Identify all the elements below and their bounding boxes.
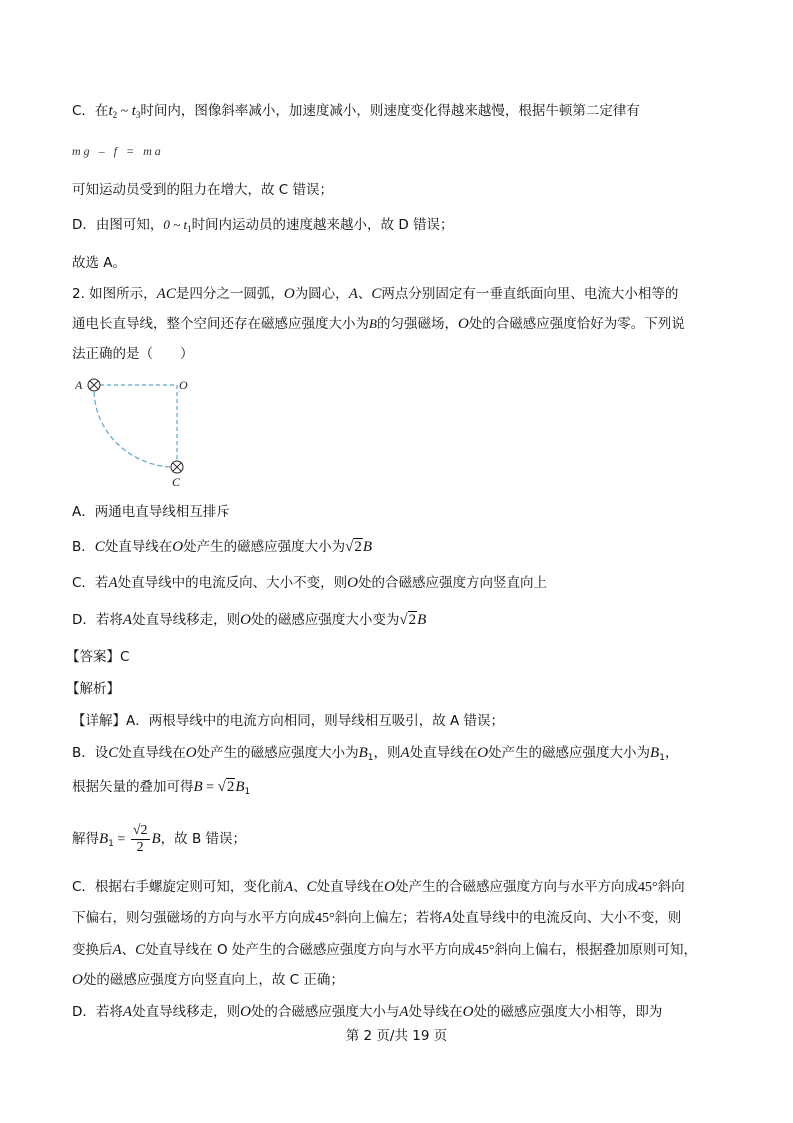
question-line: 通电长直导线，整个空间还存在磁感应强度大小为B的匀强磁场，O处的合磁感应强度恰好为零。下列说 xyxy=(72,316,685,332)
fraction: $\frac{√2}{2}$ xyxy=(132,822,148,855)
text-line: C．在$t_2$ ~ $t_3$时间内，图像斜率减小，加速度减小，则速度变化得越来越慢，根据牛顿第二定律有 xyxy=(72,103,640,120)
wire-C-into-page-icon xyxy=(171,461,183,473)
analysis-label: 【解析】 xyxy=(66,681,120,697)
explanation-line: 下偏右，则匀强磁场的方向与水平方向成45°斜向上偏左；若将A处直导线中的电流反向、大小不变，则 xyxy=(72,910,682,926)
equation-line: mg – f = ma xyxy=(72,144,164,158)
answer-label: 【答案】C xyxy=(66,649,130,665)
option-D: D．若将A处直导线移走，则O处的磁感应强度大小变为√2B xyxy=(72,612,427,628)
explanation-line: 变换后A、C处直导线在 O 处产生的合磁感应强度方向与水平方向成45°斜向上偏右，根据叠加原则可知， xyxy=(72,942,698,958)
question-line: 2. 如图所示，AC是四分之一圆弧，O为圆心，A、C两点分别固定有一垂直纸面向里、电流大小相等的 xyxy=(72,286,679,302)
explanation-line: C．根据右手螺旋定则可知，变化前A、C处直导线在O处产生的合磁感应强度方向与水平方向成45°斜向 xyxy=(72,879,685,895)
explanation-line: 【详解】A．两根导线中的电流方向相同，则导线相互吸引，故 A 错误； xyxy=(72,713,505,729)
arc-AC xyxy=(94,392,170,467)
explanation-line: B．设C处直导线在O处产生的磁感应强度大小为$B_1$，则A处直导线在O处产生的磁感应强度大小为$B_1$， xyxy=(72,745,679,763)
page-footer: 第 2 页/共 19 页 xyxy=(345,1028,448,1044)
label-C: C xyxy=(172,475,181,489)
option-A: A．两通电直导线相互排斥 xyxy=(72,504,230,520)
explanation-line: D．若将A处直导线移走，则O处的合磁感应强度大小与A处导线在O处的磁感应强度大小相等，即为 xyxy=(72,1004,663,1020)
option-B: B．C处直导线在O处产生的磁感应强度大小为√2B xyxy=(72,539,373,555)
wire-A-into-page-icon xyxy=(88,379,100,391)
question-line: 法正确的是（ ） xyxy=(72,346,194,362)
option-C: C．若A处直导线中的电流反向、大小不变，则O处的合磁感应强度方向竖直向上 xyxy=(72,575,547,591)
explanation-line: O处的磁感应强度方向竖直向上，故 C 正确； xyxy=(72,972,344,988)
text-line: 故选 A。 xyxy=(72,255,127,271)
explanation-line: 根据矢量的叠加可得$B = √2B_1$ xyxy=(72,779,251,797)
text-line: D．由图可知，0 ~ $t_1$时间内运动员的速度越来越小，故 D 错误； xyxy=(72,217,454,234)
text-line: 可知运动员受到的阻力在增大，故 C 错误； xyxy=(72,182,334,198)
label-A: A xyxy=(75,378,83,392)
label-O: O xyxy=(179,378,188,392)
quarter-arc-figure xyxy=(72,372,202,490)
explanation-line: 解得$B_1$ = $\frac{√2}{2}$ B，故 B 错误； xyxy=(72,822,247,855)
